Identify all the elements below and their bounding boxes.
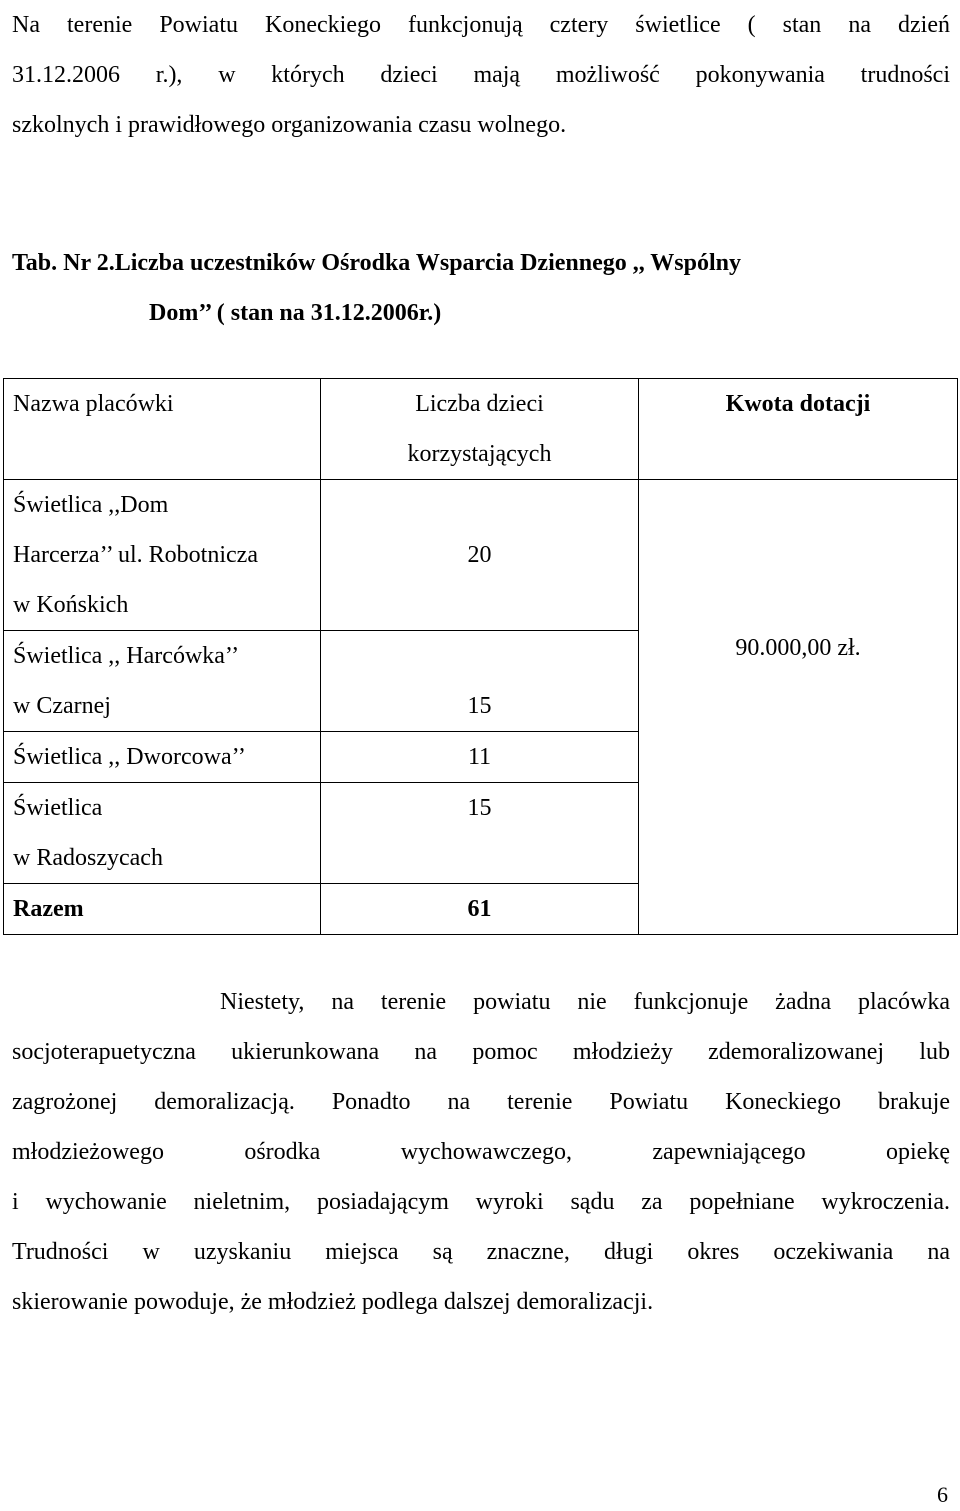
para-line-3: zagrożonej demoralizacją. Ponadto na terenie Powiatu Koneckiego brakuje [12, 1089, 950, 1115]
page-number: 6 [937, 1482, 948, 1507]
header-count [321, 379, 639, 480]
caption-line-2: Dom’’ ( stan na 31.12.2006r.) [149, 300, 442, 326]
intro-line-3: szkolnych i prawidłowego organizowania czasu wolnego. [12, 112, 567, 138]
intro-line-2: 31.12.2006 r.), w których dzieci mają możliwość pokonywania trudności [12, 62, 950, 88]
table-header-row [4, 379, 958, 480]
row-3-name-line-1: Świetlica ,, Dworcowa’’ [13, 744, 246, 770]
row-3-name [4, 732, 321, 783]
participants-table [3, 378, 958, 935]
total-count: 61 [467, 896, 492, 922]
header-amount [639, 379, 958, 480]
header-name-label: Nazwa placówki [13, 391, 174, 417]
para-line-6: Trudności w uzyskaniu miejsca są znaczne, długi okres oczekiwania na [12, 1239, 950, 1265]
para-line-7: skierowanie powoduje, że młodzież podlega dalszej demoralizacji. [12, 1289, 654, 1315]
header-name [4, 379, 321, 480]
row-1-name [4, 480, 321, 631]
row-1-name-line-2: Harcerza’’ ul. Robotnicza [13, 542, 258, 568]
para-line-5: i wychowanie nieletnim, posiadającym wyroki sądu za popełniane wykroczenia. [12, 1189, 950, 1215]
total-count-cell [321, 884, 639, 935]
intro-paragraph [12, 0, 950, 150]
row-1-count [321, 480, 639, 631]
para-line-4: młodzieżowego ośrodka wychowawczego, zapewniającego opiekę [12, 1139, 950, 1165]
body-paragraph [12, 977, 950, 1327]
row-4-count-value: 15 [467, 795, 492, 821]
row-4-name-line-1: Świetlica [13, 795, 103, 821]
row-2-count [321, 631, 639, 732]
total-label-cell [4, 884, 321, 935]
row-2-name [4, 631, 321, 732]
amount-cell [639, 480, 958, 935]
row-2-name-line-1: Świetlica ,, Harcówka’’ [13, 643, 240, 669]
row-1-name-line-1: Świetlica ,,Dom [13, 492, 169, 518]
header-amount-label: Kwota dotacji [725, 391, 871, 417]
table-caption [12, 238, 950, 338]
row-3-count-value: 11 [467, 744, 492, 770]
header-count-line-1: Liczba dzieci [415, 391, 544, 417]
row-4-count [321, 783, 639, 884]
intro-line-1: Na terenie Powiatu Koneckiego funkcjonują cztery świetlice ( stan na dzień [12, 12, 950, 38]
row-1-count-value: 20 [467, 542, 492, 568]
amount-value: 90.000,00 zł. [735, 635, 861, 661]
para-line-1: Niestety, na terenie powiatu nie funkcjonuje żadna placówka [220, 989, 950, 1015]
para-line-2: socjoterapuetyczna ukierunkowana na pomoc młodzieży zdemoralizowanej lub [12, 1039, 950, 1065]
header-count-line-2: korzystających [407, 441, 552, 467]
row-1-name-line-3: w Końskich [13, 592, 129, 618]
row-2-count-value: 15 [467, 693, 492, 719]
row-2-name-line-2: w Czarnej [13, 693, 111, 719]
row-3-count [321, 732, 639, 783]
table-row [4, 480, 958, 631]
row-4-name [4, 783, 321, 884]
row-4-name-line-2: w Radoszycach [13, 845, 163, 871]
caption-line-1: Tab. Nr 2.Liczba uczestników Ośrodka Wsparcia Dziennego ,, Wspólny [12, 250, 741, 276]
total-label: Razem [13, 896, 84, 922]
